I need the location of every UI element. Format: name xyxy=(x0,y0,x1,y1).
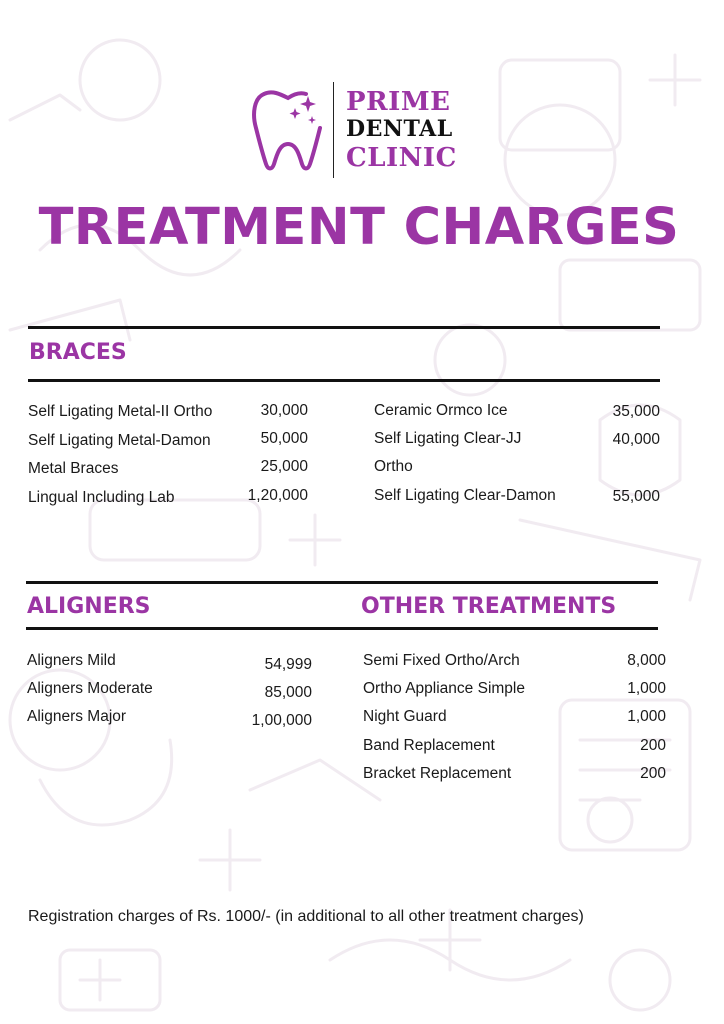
list-item-price: 25,000 xyxy=(260,458,308,475)
aligners-bottom-rule xyxy=(26,627,658,630)
list-item-price: 54,999 xyxy=(264,656,312,673)
list-item: Metal Braces xyxy=(28,460,119,477)
list-item: Self Ligating Metal-II Ortho xyxy=(28,403,213,420)
brand-name-line2: DENTAL xyxy=(346,116,453,142)
list-item: Self Ligating Clear-JJ xyxy=(374,430,522,447)
list-item-price: 30,000 xyxy=(260,402,308,419)
registration-note: Registration charges of Rs. 1000/- (in additional to all other treatment charges) xyxy=(28,908,584,925)
list-item-price: 40,000 xyxy=(612,431,660,448)
list-item-price: 55,000 xyxy=(612,488,660,505)
tooth-sparkle-icon xyxy=(250,86,326,172)
list-item: Self Ligating Clear-Damon xyxy=(374,487,556,504)
list-item-price: 1,000 xyxy=(627,708,666,725)
list-item: Aligners Mild xyxy=(27,652,116,669)
aligners-section-title: ALIGNERS xyxy=(27,594,151,619)
list-item: Ortho Appliance Simple xyxy=(363,680,525,697)
list-item-price: 1,000 xyxy=(627,680,666,697)
list-item-price: 85,000 xyxy=(264,684,312,701)
brand-name-line3: CLINIC xyxy=(346,143,457,173)
page-title: TREATMENT CHARGES xyxy=(38,198,680,257)
braces-top-rule xyxy=(28,326,660,329)
list-item: Lingual Including Lab xyxy=(28,489,175,506)
list-item-price: 1,20,000 xyxy=(247,487,308,504)
brand-name-line1: PRIME xyxy=(346,87,451,117)
list-item-price: 200 xyxy=(640,765,666,782)
logo-divider xyxy=(333,82,334,178)
aligners-top-rule xyxy=(26,581,658,584)
list-item: Semi Fixed Ortho/Arch xyxy=(363,652,520,669)
braces-bottom-rule xyxy=(28,379,660,382)
list-item: Aligners Major xyxy=(27,708,127,725)
list-item-continued: Ortho xyxy=(374,458,413,475)
list-item: Band Replacement xyxy=(363,737,495,754)
list-item: Self Ligating Metal-Damon xyxy=(28,432,211,449)
list-item-price: 8,000 xyxy=(627,652,666,669)
list-item: Bracket Replacement xyxy=(363,765,512,782)
list-item: Night Guard xyxy=(363,708,447,725)
braces-section-title: BRACES xyxy=(29,340,127,365)
list-item-price: 200 xyxy=(640,737,666,754)
list-item-price: 50,000 xyxy=(260,430,308,447)
list-item: Aligners Moderate xyxy=(27,680,153,697)
list-item-price: 1,00,000 xyxy=(251,712,312,729)
other-treatments-section-title: OTHER TREATMENTS xyxy=(361,594,617,619)
list-item: Ceramic Ormco Ice xyxy=(374,402,508,419)
list-item-price: 35,000 xyxy=(612,403,660,420)
